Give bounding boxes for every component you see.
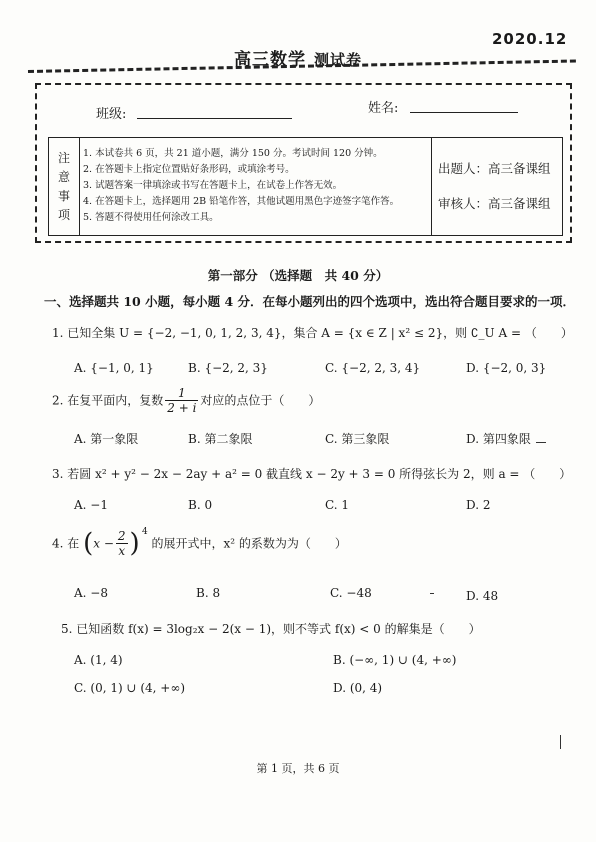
- notice-rule: 4. 在答题卡上，选择题用 2B 铅笔作答，其他试题用黑色字迹签字笔作答。: [83, 196, 400, 207]
- name-label: 姓名:: [368, 101, 399, 116]
- class-label: 班级:: [96, 107, 127, 122]
- fraction-numerator: 1: [165, 386, 198, 401]
- notice-label-char: 注: [57, 151, 70, 165]
- part-instruction: 一、选择题共 10 小题，每小题 4 分．在每小题列出的四个选项中，选出符合题目要求的一项．: [44, 294, 576, 309]
- paren-right: ): [129, 528, 140, 559]
- exam-date: 2020.12: [492, 30, 568, 48]
- question-5-option-c: C. (0, 1) ∪ (4, +∞): [74, 681, 186, 695]
- question-3-option-a: A. −1: [74, 498, 108, 512]
- question-2-stem: [52, 386, 320, 415]
- notice-label-char: 意: [57, 170, 70, 184]
- notice-label-char: 事: [57, 189, 70, 203]
- question-1-option-b: B. {−2, 2, 3}: [188, 361, 268, 375]
- class-field[interactable]: [137, 118, 292, 119]
- notice-label: [49, 149, 79, 225]
- fraction-denominator: 2 + i: [167, 401, 197, 415]
- question-4-option-d: D. 48: [466, 589, 499, 603]
- question-5-option-a: A. (1, 4): [74, 653, 123, 667]
- question-4-stem-tail: 的展开式中，x² 的系数为为（ ）: [151, 536, 347, 551]
- question-1-stem: 1. 已知全集 U = {−2, −1, 0, 1, 2, 3, 4}，集合 A = {x ∈ Z | x² ≤ 2}，则 ∁_U A = （ ）: [52, 326, 573, 340]
- question-1-option-d: D. {−2, 0, 3}: [466, 361, 547, 375]
- question-1-option-c: C. {−2, 2, 3, 4}: [325, 361, 421, 375]
- question-2-stem-tail: 对应的点位于（ ）: [200, 393, 321, 408]
- notice-divider: [431, 138, 432, 235]
- question-3-option-b: B. 0: [188, 498, 213, 512]
- notice-rule: 3. 试题答案一律填涂或书写在答题卡上，在试卷上作答无效。: [83, 180, 343, 191]
- notice-rule: 5. 答题不得使用任何涂改工具。: [83, 212, 219, 223]
- stray-mark: [560, 735, 561, 749]
- name-field[interactable]: [410, 112, 518, 113]
- question-2-option-a: A. 第一象限: [74, 432, 139, 446]
- question-2-option-d: D. 第四象限: [466, 432, 531, 446]
- reviewer-text: 审核人：高三备课组: [438, 196, 551, 211]
- question-4-option-c: C. −48: [330, 586, 372, 600]
- section-title: 第一部分 （选择题 共 40 分）: [207, 268, 389, 283]
- question-4-stem: [52, 529, 347, 558]
- question-3-stem: 3. 若圆 x² + y² − 2x − 2ay + a² = 0 截直线 x − 2y + 3 = 0 所得弦长为 2，则 a = （ ）: [52, 467, 572, 481]
- binomial-variable: x −: [93, 536, 114, 551]
- notice-rule: 1. 本试卷共 6 页，共 21 道小题，满分 150 分。考试时间 120 分钟。: [83, 148, 383, 159]
- paren-left-glyph: (: [83, 528, 94, 559]
- question-5-stem: 5. 已知函数 f(x) = 3log₂x − 2(x − 1)，则不等式 f(x) < 0 的解集是（ ）: [61, 622, 481, 636]
- notice-rule: 2. 在答题卡上指定位置贴好条形码，或填涂考号。: [83, 164, 295, 175]
- question-2-option-b: B. 第二象限: [188, 432, 253, 446]
- question-3-option-c: C. 1: [325, 498, 350, 512]
- question-4-option-b: B. 8: [196, 586, 221, 600]
- question-4-option-a: A. −8: [74, 586, 108, 600]
- question-2-option-c: C. 第三象限: [325, 432, 390, 446]
- question-4-stem-lead: 4. 在: [52, 536, 80, 551]
- notice-label-cell: [49, 138, 80, 235]
- question-4-binomial: [83, 529, 148, 558]
- question-5-option-b: B. (−∞, 1) ∪ (4, +∞): [333, 653, 457, 667]
- stray-mark: [430, 593, 434, 594]
- page-footer: 第 1 页，共 6 页: [256, 762, 340, 775]
- binomial-exponent: 4: [141, 527, 148, 537]
- notice-label-char: 项: [57, 208, 70, 222]
- question-2-fraction: [165, 386, 198, 415]
- title-sub: 测试卷: [313, 51, 362, 69]
- question-4-fraction: [116, 529, 128, 558]
- setter-text: 出题人：高三备课组: [438, 161, 551, 176]
- title-main: 高三数学: [233, 50, 306, 70]
- fraction-numerator: 2: [117, 529, 126, 543]
- question-1-option-a: A. {−1, 0, 1}: [74, 361, 154, 375]
- fraction-denominator: x: [118, 544, 126, 558]
- question-2-stem-lead: 2. 在复平面内，复数: [52, 393, 164, 408]
- stray-mark: [536, 442, 546, 443]
- question-3-option-d: D. 2: [466, 498, 491, 512]
- question-5-option-d: D. (0, 4): [333, 681, 383, 695]
